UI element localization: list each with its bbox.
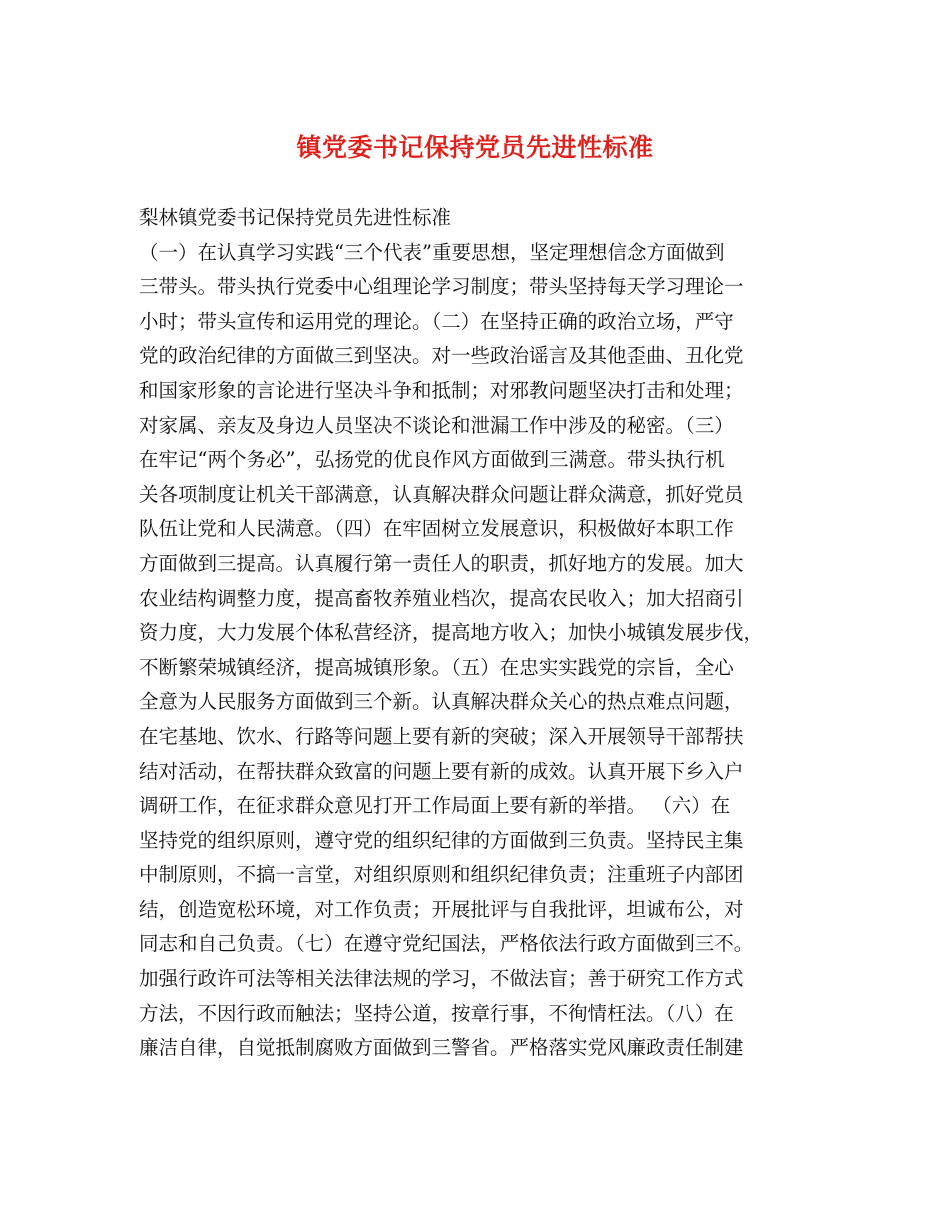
paragraph-line: 结对活动，在帮扶群众致富的问题上要有新的成效。认真开展下乡入户 [139,759,744,783]
paragraph-line: （一）在认真学习实践“三个代表”重要思想，坚定理想信念方面做到 [139,240,725,264]
paragraph-line: 方面做到三提高。认真履行第一责任人的职责，抓好地方的发展。加大 [139,551,744,575]
paragraph-line: 全意为人民服务方面做到三个新。认真解决群众关心的热点难点问题， [139,690,744,714]
paragraph-line: 方法，不因行政而触法；坚持公道，按章行事，不徇情枉法。（八）在 [139,1001,734,1025]
paragraph-line: 坚持党的组织原则，遵守党的组织纪律的方面做到三负责。坚持民主集 [139,828,744,852]
paragraph-line: 不断繁荣城镇经济，提高城镇形象。（五）在忠实实践党的宗旨，全心 [139,655,734,679]
paragraph-line: 中制原则，不搞一言堂，对组织原则和组织纪律负责；注重班子内部团 [139,863,744,887]
paragraph-line: 和国家形象的言论进行坚决斗争和抵制；对邪教问题坚决打击和处理； [139,378,744,402]
paragraph-line: 结，创造宽松环境，对工作负责；开展批评与自我批评，坦诚布公，对 [139,897,744,921]
paragraph-line: 队伍让党和人民满意。（四）在牢固树立发展意识，积极做好本职工作 [139,517,734,541]
paragraph-line: 在牢记“两个务必”，弘扬党的优良作风方面做到三满意。带头执行机 [139,448,725,472]
paragraph-line: 在宅基地、饮水、行路等问题上要有新的突破；深入开展领导干部帮扶 [139,724,744,748]
paragraph-line: 调研工作，在征求群众意见打开工作局面上要有新的举措。 （六）在 [139,794,731,818]
document-title: 镇党委书记保持党员先进性标准 [296,133,654,162]
document-body [139,201,839,1066]
document-subtitle: 梨林镇党委书记保持党员先进性标准 [139,206,452,229]
paragraph-line: 对家属、亲友及身边人员坚决不谈论和泄漏工作中涉及的秘密。（三） [139,413,734,437]
paragraph-line: 小时；带头宣传和运用党的理论。（二）在坚持正确的政治立场，严守 [139,309,734,333]
paragraph-line: 农业结构调整力度，提高畜牧养殖业档次，提高农民收入；加大招商引 [139,586,744,610]
paragraph-line: 党的政治纪律的方面做三到坚决。对一些政治谣言及其他歪曲、丑化党 [139,344,744,368]
paragraph-line: 加强行政许可法等相关法律法规的学习，不做法盲；善于研究工作方式 [139,967,744,991]
paragraph-line: 三带头。带头执行党委中心组理论学习制度；带头坚持每天学习理论一 [139,275,744,299]
paragraph-line: 关各项制度让机关干部满意，认真解决群众问题让群众满意，抓好党员 [139,482,744,506]
paragraph-line: 同志和自己负责。（七）在遵守党纪国法，严格依法行政方面做到三不。 [139,932,754,956]
paragraph-line: 廉洁自律，自觉抵制腐败方面做到三警省。严格落实党风廉政责任制建 [139,1036,744,1060]
paragraph-line: 资力度，大力发展个体私营经济，提高地方收入；加快小城镇发展步伐， [139,621,764,645]
